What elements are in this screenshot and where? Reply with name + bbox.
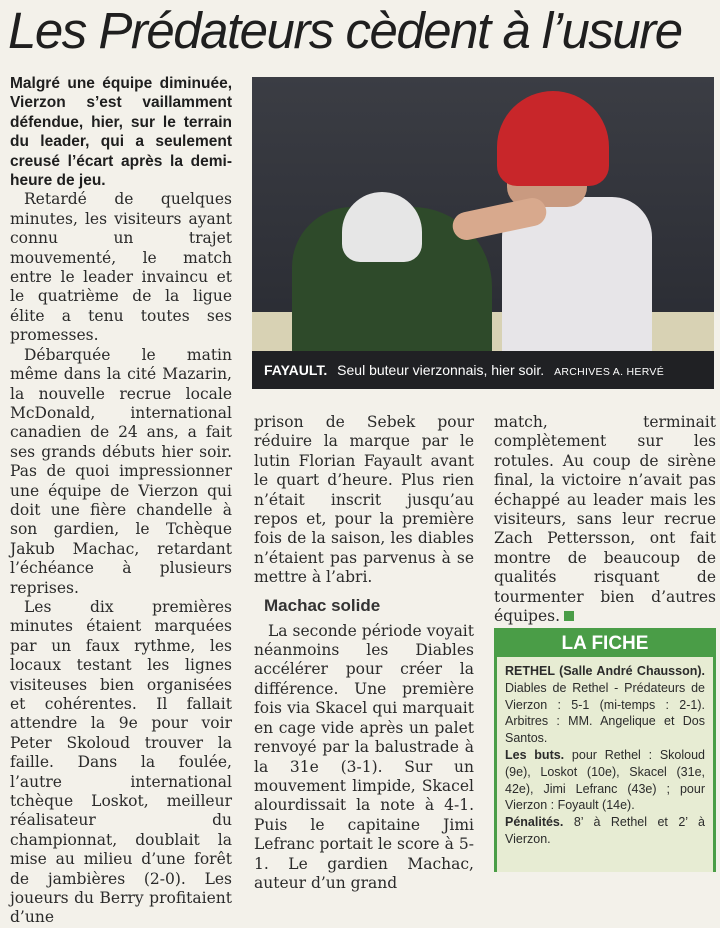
info-penalties-label: Pénalités. xyxy=(505,815,564,830)
paragraph: Retardé de quelques minutes, les visiteurs ayant connu un trajet mouvementé, le match entre le leader invaincu et le quatrième de la ligue élite a tenu toutes ses promesses. xyxy=(10,190,232,345)
caption-text: Seul buteur vierzonnais, hier soir. xyxy=(337,362,545,378)
subheading: Machac solide xyxy=(264,595,381,615)
info-box-title: LA FICHE xyxy=(497,631,713,657)
photo-caption xyxy=(252,351,714,389)
info-venue xyxy=(505,663,705,747)
info-goals xyxy=(505,747,705,814)
info-venue-label: RETHEL (Salle André Chausson). xyxy=(505,664,705,678)
info-box-body xyxy=(497,657,713,848)
info-penalties-text: 8’ à Rethel et 2’ à Vierzon. xyxy=(505,815,705,846)
article-column-2 xyxy=(254,413,474,893)
paragraph: Les dix premières minutes étaient marquées par un faux rythme, les locaux testant les lignes visiteuses bien organisées et cohérentes. Il fallait attendre la 9e pour voir Peter Skoloud trouver la faille. Dans la foulée, l’autre international tchèque Loskot, meilleur réalisateur du championnat, doublait la mise au milieu d’une forêt de jambières (2-0). Les joueurs du Berry profitaient d’une xyxy=(10,597,232,927)
paragraph xyxy=(494,413,716,626)
article-lead: Malgré une équipe diminuée, Vierzon s’est vaillamment défendue, hier, sur le terrain du leader, qui a seulement creusé l’écart après la demi-heure de jeu. xyxy=(10,75,232,190)
info-venue-text: Diables de Rethel - Prédateurs de Vierzon : 5-1 (mi-temps : 2-1). Arbitres : MM. Angelique et Dos Santos. xyxy=(505,680,705,746)
photo-white-helmet xyxy=(342,192,422,262)
info-penalties xyxy=(505,814,705,848)
match-info-box xyxy=(494,628,716,872)
end-of-article-mark xyxy=(564,611,574,621)
info-goals-text: pour Rethel : Skoloud (9e), Loskot (10e), Skacel (31e, 42e), Jimi Lefranc (43e) ; pour Vierzon : Foyault (14e). xyxy=(505,747,705,813)
paragraph-text: match, terminait complètement sur les rotules. Au coup de sirène final, la victoire n’avait pas échappé au leader mais les visiteurs, sans leur recrue Zach Pettersson, ont fait montre de beaucoup de qualités risquant de tourmenter bien d’autres équipes. xyxy=(494,413,716,626)
article-column-3 xyxy=(494,413,716,626)
paragraph: prison de Sebek pour réduire la marque par le lutin Florian Fayault avant le quart d’heure. Plus rien n’était inscrit jusqu’au repos et, pour la première fois de la saison, les diables n’étaient pas parvenus à se mettre à l’abri. xyxy=(254,413,474,587)
caption-credit: ARCHIVES A. HERVÉ xyxy=(554,366,665,378)
paragraph: La seconde période voyait néanmoins les Diables accélérer pour créer la différence. Une première fois via Skacel qui marquait en cage vide après un palet renvoyé par la balustrade à la 31e (3-1). Sur un mouvement limpide, Skacel alourdissait la note à 4-1. Puis le capitaine Jimi Lefranc portait le score à 5-1. Le gardien Machac, auteur d’un grand xyxy=(254,621,474,892)
paragraph: Débarquée le matin même dans la cité Mazarin, la nouvelle recrue locale McDonald, international canadien de 24 ans, a fait ses grands débuts hier soir. Pas de quoi impressionner une équipe de Vierzon qui doit une fière chandelle à son gardien, le Tchèque Jakub Machac, retardant l’échéance à plusieurs reprises. xyxy=(10,345,232,597)
caption-name: FAYAULT. xyxy=(264,362,328,378)
article-column-1 xyxy=(10,74,232,928)
info-goals-label: Les buts. xyxy=(505,747,565,762)
article-headline: Les Prédateurs cèdent à l’usure xyxy=(8,2,682,59)
article-photo xyxy=(252,77,714,389)
